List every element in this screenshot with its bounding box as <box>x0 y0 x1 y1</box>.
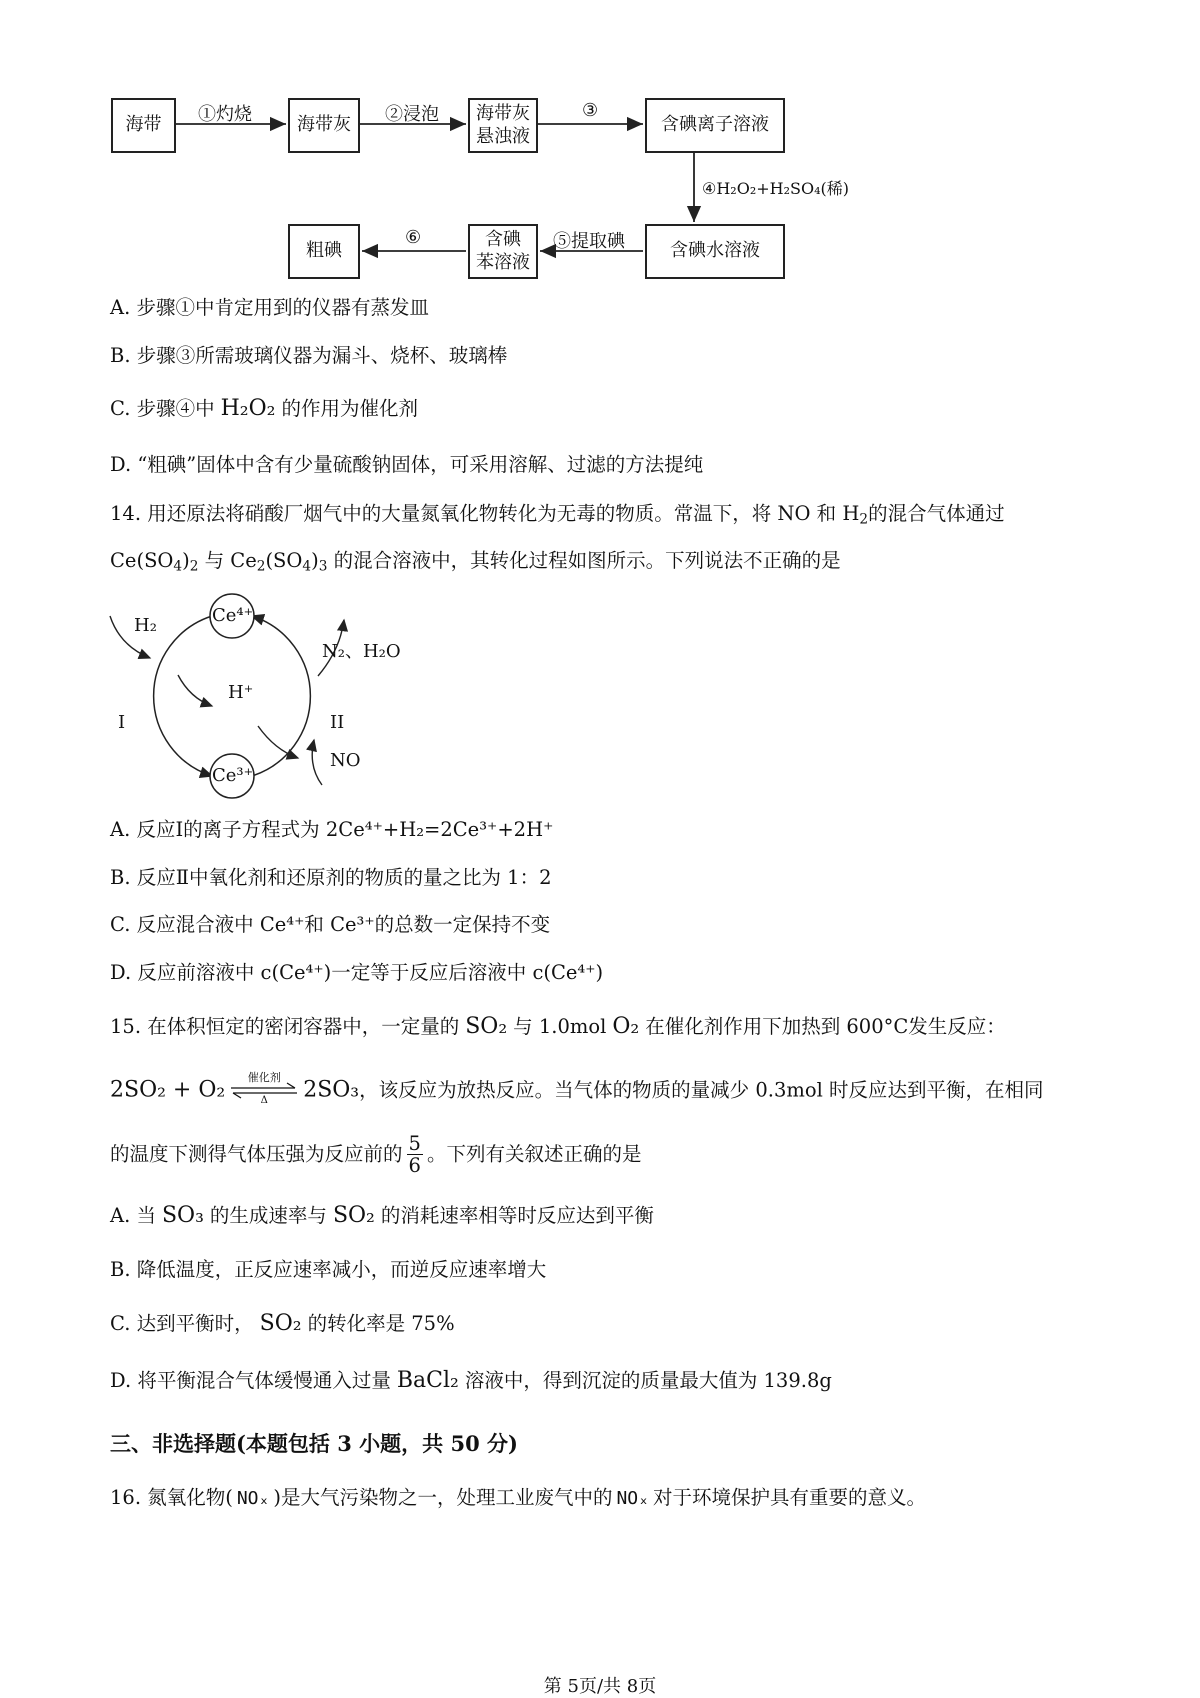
formula-nox-2: NOₓ <box>616 1488 649 1509</box>
q13-option-a: A. 步骤①中肯定用到的仪器有蒸发皿 <box>110 296 429 319</box>
q15-option-d <box>110 1370 832 1392</box>
q16-a: 16. 氮氧化物( <box>110 1486 233 1509</box>
label-step2: ②浸泡 <box>385 104 439 125</box>
cycle-arc-left <box>154 616 212 776</box>
fraction-5-6 <box>407 1133 423 1177</box>
q14-sub3: 3 <box>318 558 328 575</box>
q15-stem3-b: 。下列有关叙述正确的是 <box>426 1142 642 1166</box>
no-label: NO <box>330 750 361 771</box>
catalyst-label: 催化剂 <box>247 1071 281 1084</box>
box-benrongye: 含碘 苯溶液 <box>468 224 538 279</box>
q15-a-mid: 的生成速率与 <box>209 1204 327 1227</box>
cycle-arc-right <box>252 616 310 776</box>
fraction-numerator: 5 <box>408 1132 421 1155</box>
label-step4: ④H₂O₂+H₂SO₄(稀) <box>702 179 849 198</box>
q15-option-b: B. 降低温度，正反应速率减小，而逆反应速率增大 <box>110 1258 547 1281</box>
page-footer: 第 5页/共 8页 <box>543 1676 657 1697</box>
q14-stem2-f: 的混合溶液中，其转化过程如图所示。下列说法不正确的是 <box>327 549 841 572</box>
q15-stem-line1 <box>110 1016 1006 1038</box>
q14-stem1-a: 14. 用还原法将硝酸厂烟气中的大量氮氧化物转化为无毒的物质。常温下，将 NO 和 H <box>110 502 860 525</box>
q13-option-d: D. “粗碘”固体中含有少量硫酸钠固体，可采用溶解、过滤的方法提纯 <box>110 453 704 476</box>
box-cudian: 粗碘 <box>288 224 360 279</box>
box-haidai: 海带 <box>111 98 176 153</box>
q14-stem-line2 <box>110 551 841 574</box>
h-plus-arrow <box>178 675 212 706</box>
q15-a-pre: A. 当 <box>110 1204 156 1227</box>
q15-a-post: 的消耗速率相等时反应达到平衡 <box>380 1204 654 1227</box>
q13-c-pre: C. 步骤④中 <box>110 397 215 420</box>
ce3-label: Ce³⁺ <box>212 765 254 786</box>
equilibrium-arrow <box>229 1071 299 1106</box>
hplus-label: H⁺ <box>228 682 254 703</box>
heat-label: Δ <box>260 1095 268 1106</box>
ce-cycle-diagram <box>0 580 1200 800</box>
q16-stem <box>110 1488 926 1508</box>
q14-option-d: D. 反应前溶液中 c(Ce⁴⁺)一定等于反应后溶液中 c(Ce⁴⁺) <box>110 961 604 984</box>
box-xuanzhuo: 海带灰 悬浊液 <box>468 98 538 153</box>
q14-stem-line1 <box>110 504 1005 527</box>
formula-bacl2: BaCl₂ <box>396 1368 459 1393</box>
box-shuirongye: 含碘水溶液 <box>645 224 785 279</box>
box-haidaihui: 海带灰 <box>288 98 360 153</box>
q15-c-pre: C. 达到平衡时， <box>110 1312 254 1335</box>
q16-b: )是大气污染物之一，处理工业废气中的 <box>273 1486 613 1509</box>
no-in-arrow <box>312 740 322 785</box>
q13-c-post: 的作用为催化剂 <box>281 397 419 420</box>
q14-option-a: A. 反应Ⅰ的离子方程式为 2Ce⁴⁺+H₂=2Ce³⁺+2H⁺ <box>110 818 554 841</box>
q15-stem2-rest: ，该反应为放热反应。当气体的物质的量减少 0.3mol 时反应达到平衡，在相同 <box>359 1078 1044 1102</box>
q15-stem1-c: 在催化剂作用下加热到 600°C发生反应： <box>645 1015 1006 1038</box>
q14-stem2-b: ) <box>182 549 190 572</box>
q14-stem2-d: (SO <box>265 549 303 572</box>
q15-stem3-a: 的温度下测得气体压强为反应前的 <box>110 1142 403 1166</box>
label-step6: ⑥ <box>405 227 422 248</box>
q14-so4-sub1: 4 <box>173 558 183 575</box>
q14-so4-sub2: 4 <box>302 558 312 575</box>
label-step5: ⑤提取碘 <box>553 231 625 252</box>
ce4-label: Ce⁴⁺ <box>212 605 254 626</box>
section-three-title: 三、非选择题(本题包括 3 小题，共 50 分) <box>110 1431 518 1456</box>
q15-stem1-b: 与 1.0mol <box>513 1015 607 1038</box>
reaction-ii-label: II <box>330 712 345 733</box>
equation-left: 2SO₂ + O₂ <box>110 1077 226 1103</box>
flowchart-arrows <box>0 0 1200 300</box>
box-handianli: 含碘离子溶液 <box>645 98 785 153</box>
q14-option-b: B. 反应Ⅱ中氧化剂和还原剂的物质的量之比为 1：2 <box>110 866 552 889</box>
q13-option-b: B. 步骤③所需玻璃仪器为漏斗、烧杯、玻璃棒 <box>110 344 508 367</box>
q14-stem2-c: 与 Ce <box>198 549 257 572</box>
h-plus-out-arrow <box>258 726 298 758</box>
q15-option-a <box>110 1205 654 1227</box>
q14-stem2-a: Ce(SO <box>110 549 174 572</box>
formula-so2-c: SO₂ <box>259 1311 302 1336</box>
q15-stem1-a: 15. 在体积恒定的密闭容器中，一定量的 <box>110 1015 460 1038</box>
formula-nox-1: NOₓ <box>236 1488 270 1509</box>
formula-so2-stem: SO₂ <box>465 1014 508 1039</box>
equation-right: 2SO₃ <box>303 1077 360 1103</box>
q14-stem2-e: ) <box>311 549 319 572</box>
formula-so2-a: SO₂ <box>332 1203 375 1228</box>
q14-option-c: C. 反应混合液中 Ce⁴⁺和 Ce³⁺的总数一定保持不变 <box>110 913 551 936</box>
formula-o2-stem: O₂ <box>612 1014 640 1039</box>
h2-label: H₂ <box>134 615 157 636</box>
q15-d-post: 溶液中，得到沉淀的质量最大值为 139.8g <box>464 1369 832 1392</box>
q14-ce2-sub: 2 <box>256 558 266 575</box>
q15-stem-line3 <box>110 1133 641 1177</box>
q15-option-c <box>110 1313 455 1335</box>
q14-stem1-b: 的混合气体通过 <box>868 502 1005 525</box>
reaction-i-label: I <box>118 712 126 733</box>
q15-d-pre: D. 将平衡混合气体缓慢通入过量 <box>110 1369 391 1392</box>
q14-h2-sub: 2 <box>859 511 869 528</box>
q16-c: 对于环境保护具有重要的意义。 <box>652 1486 926 1509</box>
q15-stem-line2 <box>110 1071 1044 1106</box>
n2h2o-label: N₂、H₂O <box>322 641 401 662</box>
q14-sub2: 2 <box>189 558 199 575</box>
formula-so3-a: SO₃ <box>161 1203 204 1228</box>
label-step1: ①灼烧 <box>198 104 252 125</box>
q13-option-c <box>110 398 418 420</box>
formula-h2o2: H₂O₂ <box>220 396 276 421</box>
q15-c-post: 的转化率是 75% <box>307 1312 455 1335</box>
label-step3: ③ <box>582 100 599 121</box>
fraction-denominator: 6 <box>408 1154 421 1178</box>
